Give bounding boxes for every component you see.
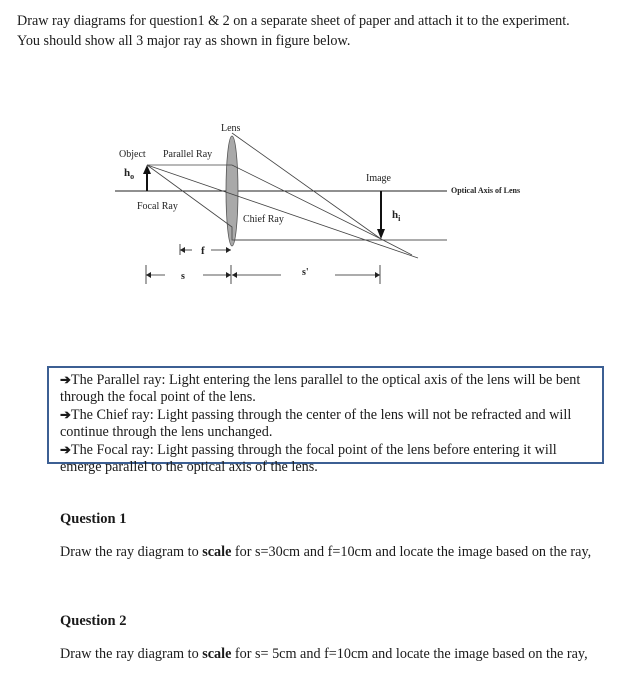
ray-rules-box: [47, 366, 604, 475]
focal-ray: [147, 165, 381, 240]
image-distance-arrowhead-right: [375, 272, 380, 278]
optical-axis-label: Optical Axis of Lens: [451, 186, 521, 195]
object-height-h: h: [124, 167, 131, 179]
object-height-label: [124, 167, 134, 181]
question-2-title: Question 2: [60, 613, 127, 629]
object-height-sub: o: [130, 172, 135, 181]
arrow-icon: ➔: [60, 372, 71, 387]
question-1-scale-bold: scale: [202, 544, 232, 560]
lens-label: Lens: [221, 123, 241, 134]
question-2-text-before: Draw the ray diagram to: [60, 646, 203, 662]
chief-ray-rule: [60, 406, 592, 441]
parallel-ray-rule: [60, 371, 592, 406]
object-label: Object: [119, 149, 146, 160]
image-distance-label: s': [302, 267, 309, 278]
image-height-sub: i: [398, 214, 401, 223]
question-1-title: Question 1: [60, 511, 127, 527]
focal-ray-rule: [60, 441, 592, 476]
object-distance-arrowhead-right: [226, 272, 231, 278]
parallel-ray-label: Parallel Ray: [163, 149, 213, 160]
focal-ray-label: Focal Ray: [137, 201, 178, 212]
parallel-ray-rule-text: The Parallel ray: Light entering the lens parallel to the optical axis of the lens will be bent through the focal point of the lens.: [60, 372, 581, 405]
object-distance-label: s: [181, 271, 185, 282]
chief-ray-rule-text: The Chief ray: Light passing through the center of the lens will not be refracted and will continue through the lens unchanged.: [60, 407, 572, 440]
focal-ray-rule-text: The Focal ray: Light passing through the focal point of the lens before entering it will emerge parallel to the optical axis of the lens.: [60, 442, 557, 475]
ray-diagram-figure: [0, 110, 631, 310]
intro-line-2: You should show all 3 major ray as shown in figure below.: [17, 33, 351, 49]
intro-line-1: Draw ray diagrams for question1 & 2 on a separate sheet of paper and attach it to the experiment.: [17, 13, 570, 29]
question-2-text: [60, 644, 600, 664]
arrow-icon: ➔: [60, 407, 71, 422]
ray-diagram-svg: [0, 110, 631, 310]
intro-text: [17, 11, 622, 51]
image-height-label: [392, 209, 401, 223]
image-height-h: h: [392, 209, 399, 221]
question-2-scale-bold: scale: [202, 646, 232, 662]
arrow-icon: ➔: [60, 442, 71, 457]
image-label: Image: [366, 173, 391, 184]
focal-length-arrowhead-right: [226, 247, 231, 253]
question-2-text-after: for s= 5cm and f=10cm and locate the image based on the ray,: [231, 646, 588, 662]
object-distance-arrowhead-left: [146, 272, 151, 278]
chief-ray-label: Chief Ray: [243, 214, 284, 225]
question-1-text: [60, 542, 600, 562]
focal-length-label: f: [201, 245, 205, 257]
focal-length-arrowhead-left: [180, 247, 185, 253]
question-1-text-after: for s=30cm and f=10cm and locate the image based on the ray,: [231, 544, 592, 560]
question-1-text-before: Draw the ray diagram to: [60, 544, 203, 560]
